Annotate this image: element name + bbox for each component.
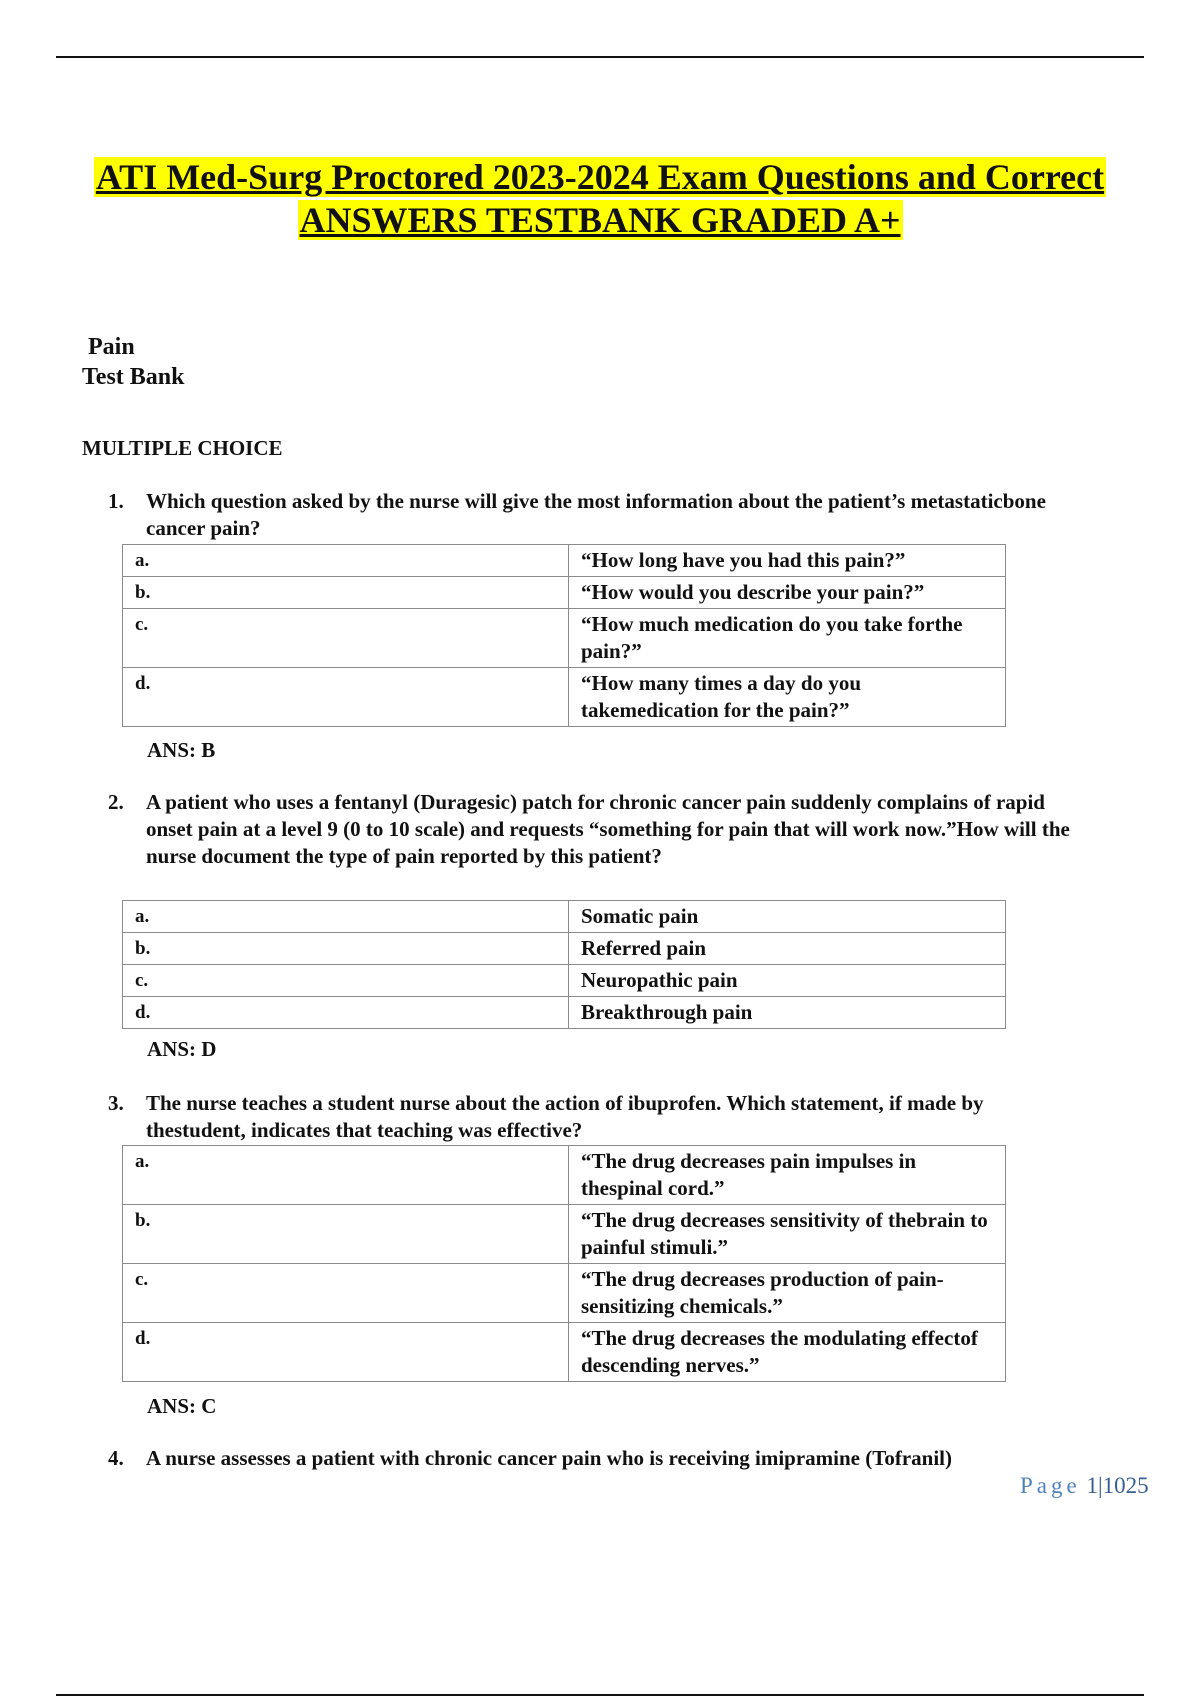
option-letter: d.	[123, 997, 569, 1029]
section-name: Pain	[88, 334, 135, 360]
question-text: Which question asked by the nurse will give the most information about the patient’s metastaticbone cancer pain?	[146, 489, 1046, 540]
question-number: 2.	[108, 790, 124, 814]
options-table-1	[122, 544, 1006, 727]
page-total: 1025	[1102, 1473, 1149, 1498]
option-text: “How many times a day do you takemedication for the pain?”	[569, 668, 1006, 727]
option-letter: b.	[123, 933, 569, 965]
option-row	[123, 577, 1006, 609]
top-rule	[56, 56, 1144, 58]
question-text: A nurse assesses a patient with chronic cancer pain who is receiving imipramine (Tofranil)	[146, 1446, 952, 1470]
option-text: “The drug decreases the modulating effectof descending nerves.”	[569, 1323, 1006, 1382]
title-line-2: ANSWERS TESTBANK GRADED A+	[299, 200, 901, 240]
question-text: A patient who uses a fentanyl (Duragesic) patch for chronic cancer pain suddenly complains of rapid onset pain at a level 9 (0 to 10 scale) and requests “something for pain that will work now.”How will the nurse document the type of pain reported by this patient?	[146, 790, 1070, 868]
question-2	[108, 789, 1088, 870]
answer-3: ANS: C	[147, 1394, 217, 1418]
option-letter: c.	[123, 609, 569, 668]
answer-1: ANS: B	[147, 738, 216, 762]
option-row	[123, 901, 1006, 933]
document-title	[60, 156, 1140, 242]
page-current: 1	[1086, 1473, 1098, 1498]
option-row	[123, 609, 1006, 668]
option-text: “The drug decreases production of pain-sensitizing chemicals.”	[569, 1264, 1006, 1323]
title-line-1: ATI Med-Surg Proctored 2023-2024 Exam Questions and Correct	[95, 157, 1105, 197]
option-letter: a.	[123, 1146, 569, 1205]
option-letter: c.	[123, 965, 569, 997]
option-row	[123, 1264, 1006, 1323]
question-3	[108, 1090, 1088, 1144]
option-text: Neuropathic pain	[569, 965, 1006, 997]
options-table-3	[122, 1145, 1006, 1382]
question-4	[108, 1445, 1088, 1472]
option-row	[123, 933, 1006, 965]
option-text: “The drug decreases pain impulses in thespinal cord.”	[569, 1146, 1006, 1205]
bottom-rule	[56, 1694, 1144, 1696]
question-number: 4.	[108, 1446, 124, 1470]
question-number: 3.	[108, 1091, 124, 1115]
page-separator: |	[1097, 1473, 1103, 1498]
option-row	[123, 1146, 1006, 1205]
option-row	[123, 545, 1006, 577]
option-letter: d.	[123, 668, 569, 727]
option-row	[123, 997, 1006, 1029]
option-text: Referred pain	[569, 933, 1006, 965]
option-row	[123, 668, 1006, 727]
option-row	[123, 1205, 1006, 1264]
option-row	[123, 1323, 1006, 1382]
option-letter: a.	[123, 901, 569, 933]
answer-2: ANS: D	[147, 1037, 217, 1061]
option-letter: c.	[123, 1264, 569, 1323]
multiple-choice-heading: MULTIPLE CHOICE	[82, 436, 283, 460]
question-text: The nurse teaches a student nurse about the action of ibuprofen. Which statement, if made by thestudent, indicates that teaching was effective?	[146, 1091, 984, 1142]
option-text: “The drug decreases sensitivity of thebrain to painful stimuli.”	[569, 1205, 1006, 1264]
section-subtitle: Test Bank	[82, 364, 185, 390]
question-1	[108, 488, 1088, 542]
option-letter: d.	[123, 1323, 569, 1382]
option-letter: a.	[123, 545, 569, 577]
options-table-2	[122, 900, 1006, 1029]
option-text: Breakthrough pain	[569, 997, 1006, 1029]
page-label: Page	[1020, 1473, 1081, 1498]
question-number: 1.	[108, 489, 124, 513]
option-text: “How much medication do you take forthe pain?”	[569, 609, 1006, 668]
option-letter: b.	[123, 577, 569, 609]
option-text: “How would you describe your pain?”	[569, 577, 1006, 609]
option-text: “How long have you had this pain?”	[569, 545, 1006, 577]
page-number	[1020, 1473, 1149, 1499]
option-text: Somatic pain	[569, 901, 1006, 933]
option-letter: b.	[123, 1205, 569, 1264]
option-row	[123, 965, 1006, 997]
